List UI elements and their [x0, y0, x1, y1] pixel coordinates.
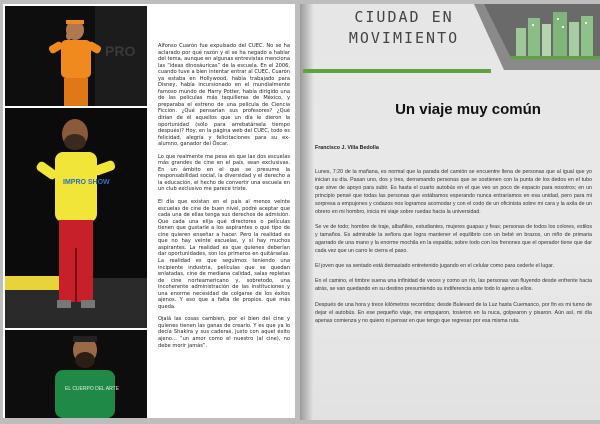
right-paragraph: Lunes, 7:20 de la mañana, es normal que la parada del camión se encuentre llena de personas que al igual que yo inician su día. Pasan uno, dos y tres, derramando personas que se sostienen con la punta de los dedos en el tubo que sirve de apoyo para subir. Es hasta el cuarto autobús en el que veo un poco de espacio para nosotros; en un principio pensé que todas las personas que estábamos esperando nunca entraríamos en esa unidad, pero para mi sorpresa a empujones y codazos nos logramos acomodar y con el codo de un oficinista sobre mi cara y la axila de un obrero en mi hombro, inicia mi viaje sobre ruedas hacia la universidad.	[315, 169, 592, 215]
right-paragraph: Se ve de todo; hombre de traje, albañiles, estudiantes, mujeres guapas y feas; personas de todos los colores, estilos y tamaños. Es admirable la señora que logra mantener el equilibrio con un bebé en brazos, un niño de primaria agarrado de una mano y la enorme mochila en la espalda; sobre todo con los frenones que el operador tiene que dar cada vez que un carro le cierra el paso.	[315, 223, 592, 254]
shirt-text-cuerpo: EL CUERPO DEL ARTE	[65, 386, 119, 392]
left-article-body	[158, 43, 290, 355]
city-skyline-illustration	[474, 4, 600, 70]
photo-performer-orange	[5, 6, 147, 106]
right-paragraph: En el camino, el timbre suena una infinidad de veces y como un río, las personas van fluyendo desde enfrente hacia atrás, se van quedando en su destino presumiendo su indiferencia ante todo lo ajeno a ellos.	[315, 278, 592, 293]
right-paragraph: Después de una hora y trece kilómetros recorridos; desde Bulevard de la Luz hasta Cuemanco, por fin es mi turno de dejar el autobús. En ese pequeño viaje, me empujaron, tosieron en la nuca, golpearon y pisaron. Aún así, mi día apenas comienza y no quiero ni pensar en que tengo que regresar por esa misma ruta.	[315, 301, 592, 324]
left-page	[3, 4, 295, 418]
shirt-text-impro: IMPRO SHOW	[63, 179, 110, 186]
stage-text: PRO	[105, 43, 136, 59]
left-paragraph: Ojalá las cosas cambien, por el bien del cine y quienes tienen las ganas de crearlo. Y es que ya lo decía Shakira y sus caderas, justo con aquel éxito ajeno... “un amor como el nuestro (al cine), no debe morir jamás”.	[158, 316, 290, 349]
left-paragraph: Alfonso Cuarón fue expulsado del CUEC. No se ha aclarado por qué razón y él se ha negado a hablar del tema, aunque en algunas entrevistas menciona las “ideas dinosáuricas” de la escuela. En el 2006, cuando tuve a bien intentar entrar al CUEC, Cuarón ya estaba en Hollywood, había trabajado para Disney, había incursionado en el mundialmente famoso mundo de Harry Potter, había dirigido una de las películas más taquilleras de México, y preparaba el estreno de una película de Ciencia Ficción. ¿Qué pensarían sus profesores? ¿Qué dirían de él aquellos que un día le dieron la oportunidad (sólo para arrebatársela tiempo después)? Hoy, en la página web del CUEC, todo es felicidad, alegría y felicitaciones para su ex-alumno, ganador del Óscar.	[158, 43, 290, 148]
right-page	[300, 4, 600, 420]
article-title: Un viaje muy común	[395, 101, 541, 118]
author-name: Francisco J. Villa Bedolla	[315, 145, 379, 151]
right-paragraph: El joven que va sentado está demasiado entretenido jugando en el celular como para cederle el lugar.	[315, 263, 555, 270]
photo-strip	[5, 6, 147, 418]
section-title: CIUDAD EN MOVIMIENTO	[348, 8, 460, 47]
photo-performer-green	[5, 330, 147, 418]
left-paragraph: El día que existan en el país al menos veinte escuelas de cine de buen nivel, podré aceptar que cada una de ellas tenga sus derechos de admisión. Que cada una elija qué directores o películas tienen que gustarle a los aspirantes o qué tipo de cine quieren enseñar a hacer. Pero la realidad es que no hay veinte escuelas, y sí hay muchos aspirantes. La realidad es que quienes deberían dar oportunidades, son los primeros en quitárselas. La realidad es que seguimos teniendo una incipiente industria, películas que se quedan enlatadas, cine de mediana calidad, salas repletas de cine norteamericano y, sobretodo, una incoherente administración de las instituciones y una enorme necesidad de colgarse de los éxitos ajenos. Y eso que a falta de propios, qué más queda.	[158, 199, 290, 310]
accent-bar	[303, 69, 491, 73]
left-paragraph: Lo que realmente me pesa es que las dos escuelas más grandes de cine en el país, sean exclusivas. En un ámbito en el que se presume la responsabilidad social, la diversidad y el derecho a la educación, el hecho de convertir una escuela en un club exclusivo me parece triste.	[158, 153, 290, 193]
right-article-body	[315, 169, 592, 333]
photo-performer-yellow	[5, 108, 147, 328]
